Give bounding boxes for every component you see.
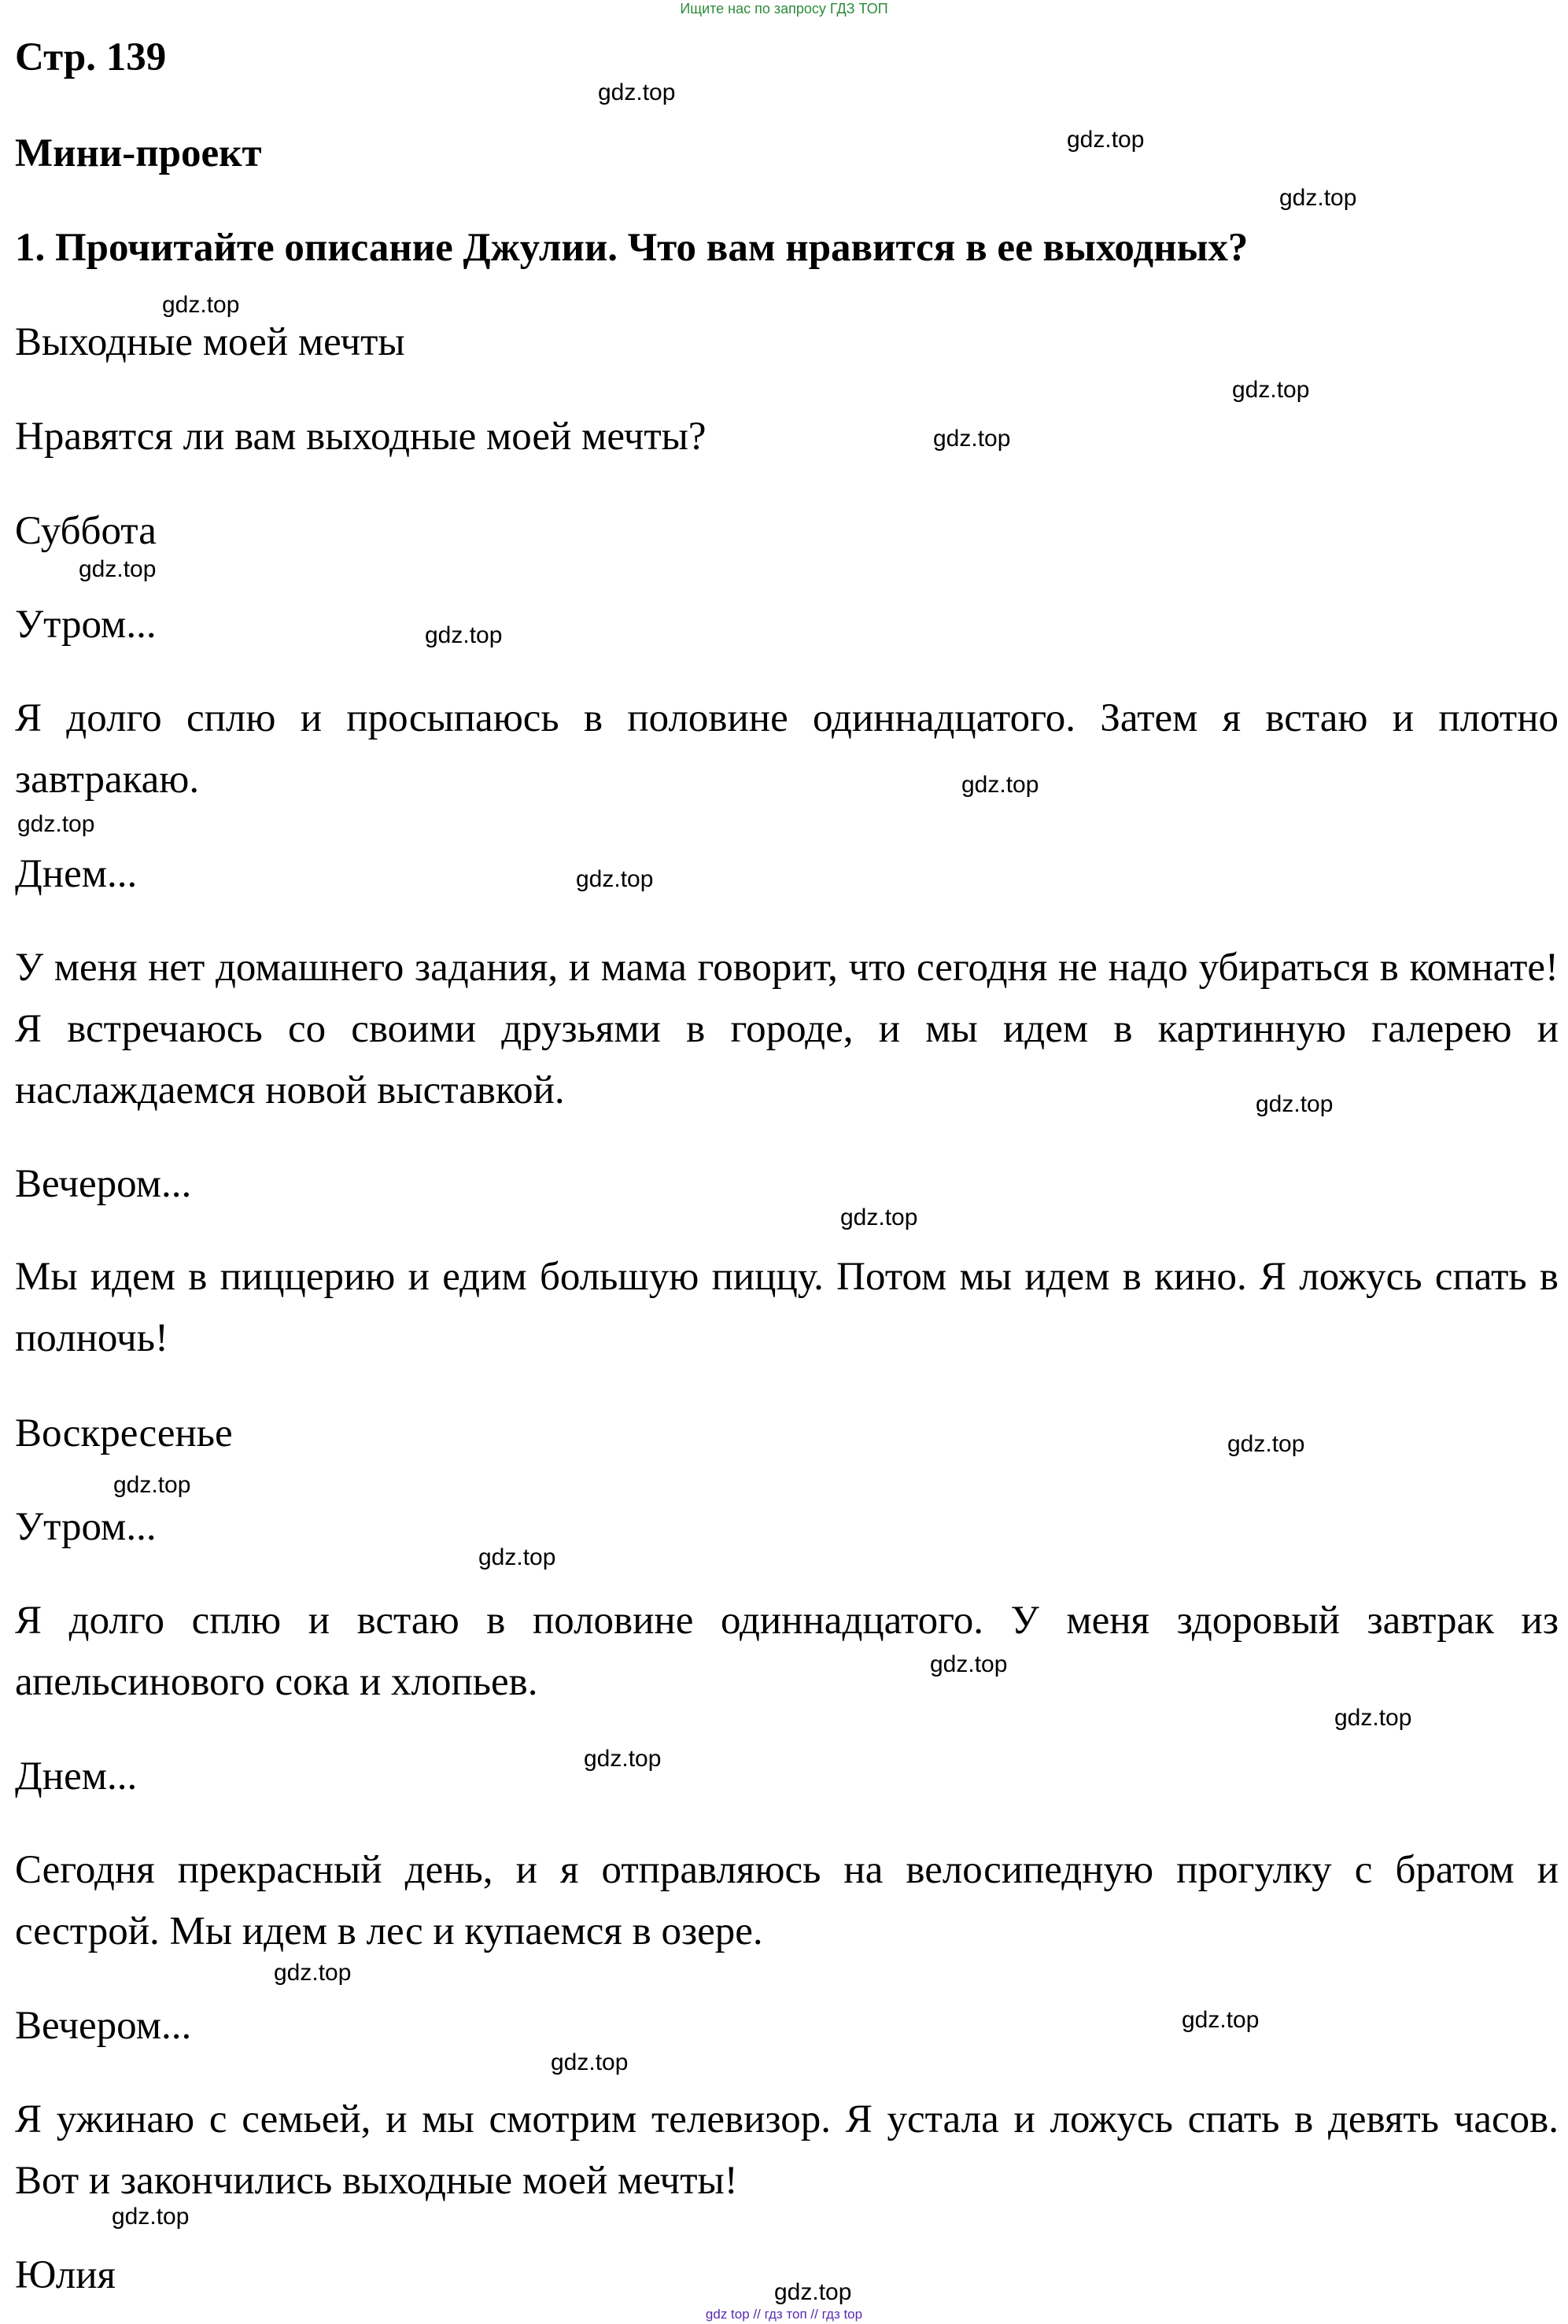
saturday-evening-label: Вечером... — [15, 1162, 192, 1206]
sunday-afternoon-label: Днем... — [15, 1754, 138, 1798]
watermark: gdz.top — [1232, 377, 1310, 403]
top-banner-link[interactable]: Ищите нас по запросу ГДЗ ТОП — [680, 1, 888, 17]
watermark: gdz.top — [840, 1204, 918, 1230]
watermark: gdz.top — [112, 2204, 190, 2230]
watermark: gdz.top — [17, 811, 95, 837]
sunday-evening-label: Вечером... — [15, 2004, 192, 2048]
watermark: gdz.top — [598, 79, 676, 105]
section-title: Мини-проект — [15, 131, 262, 175]
saturday-evening-text: Мы идем в пиццерию и едим большую пиццу. Потом мы идем в кино. Я ложусь спать в полночь! — [15, 1255, 1559, 1360]
saturday-afternoon-label: Днем... — [15, 852, 138, 896]
watermark: gdz.top — [933, 426, 1011, 452]
watermark: gdz.top — [79, 556, 157, 582]
watermark: gdz.top — [425, 622, 503, 648]
sunday-morning-label: Утром... — [15, 1505, 157, 1549]
watermark: gdz.top — [1182, 2007, 1260, 2033]
essay-question: Нравятся ли вам выходные моей мечты? — [15, 415, 707, 459]
sunday-afternoon-text: Сегодня прекрасный день, и я отправляюсь на велосипедную прогулку с братом и сестрой. Мы идем в лес и купаемся в озере. — [15, 1848, 1559, 1953]
watermark: gdz.top — [1334, 1705, 1412, 1731]
saturday-morning-text: Я долго сплю и просыпаюсь в половине одиннадцатого. Затем я встаю и плотно завтракаю. — [15, 696, 1559, 802]
watermark: gdz.top — [774, 2279, 852, 2305]
watermark: gdz.top — [1227, 1431, 1305, 1457]
essay-title: Выходные моей мечты — [15, 320, 405, 364]
watermark: gdz.top — [584, 1746, 662, 1772]
sunday-heading: Воскресенье — [15, 1411, 233, 1455]
watermark: gdz.top — [274, 1960, 352, 1986]
sunday-evening-text: Я ужинаю с семьей, и мы смотрим телевизор. Я устала и ложусь спать в девять часов. Вот и закончились выходные моей мечты! — [15, 2097, 1559, 2203]
watermark: gdz.top — [930, 1651, 1008, 1677]
saturday-heading: Суббота — [15, 509, 157, 553]
watermark: gdz.top — [1279, 185, 1357, 211]
watermark: gdz.top — [478, 1544, 556, 1570]
watermark: gdz.top — [113, 1472, 191, 1498]
task-heading: 1. Прочитайте описание Джулии. Что вам нравится в ее выходных? — [15, 226, 1249, 270]
watermark: gdz.top — [551, 2049, 629, 2075]
bottom-banner-link[interactable]: gdz top // гдз топ // гдз top — [705, 2307, 863, 2322]
watermark: gdz.top — [1067, 127, 1145, 153]
watermark: gdz.top — [961, 772, 1039, 798]
watermark: gdz.top — [576, 866, 654, 892]
signature: Юлия — [15, 2253, 116, 2297]
watermark: gdz.top — [162, 292, 240, 318]
saturday-afternoon-text: У меня нет домашнего задания, и мама говорит, что сегодня не надо убираться в комнате! Я встречаюсь со своими друзьями в городе, и мы идем в картинную галерею и наслаждаемся новой выставкой. — [15, 946, 1559, 1112]
saturday-morning-label: Утром... — [15, 603, 157, 647]
page-number: Стр. 139 — [15, 35, 167, 79]
sunday-morning-text: Я долго сплю и встаю в половине одиннадцатого. У меня здоровый завтрак из апельсинового сока и хлопьев. — [15, 1599, 1559, 1704]
watermark: gdz.top — [1256, 1091, 1334, 1117]
